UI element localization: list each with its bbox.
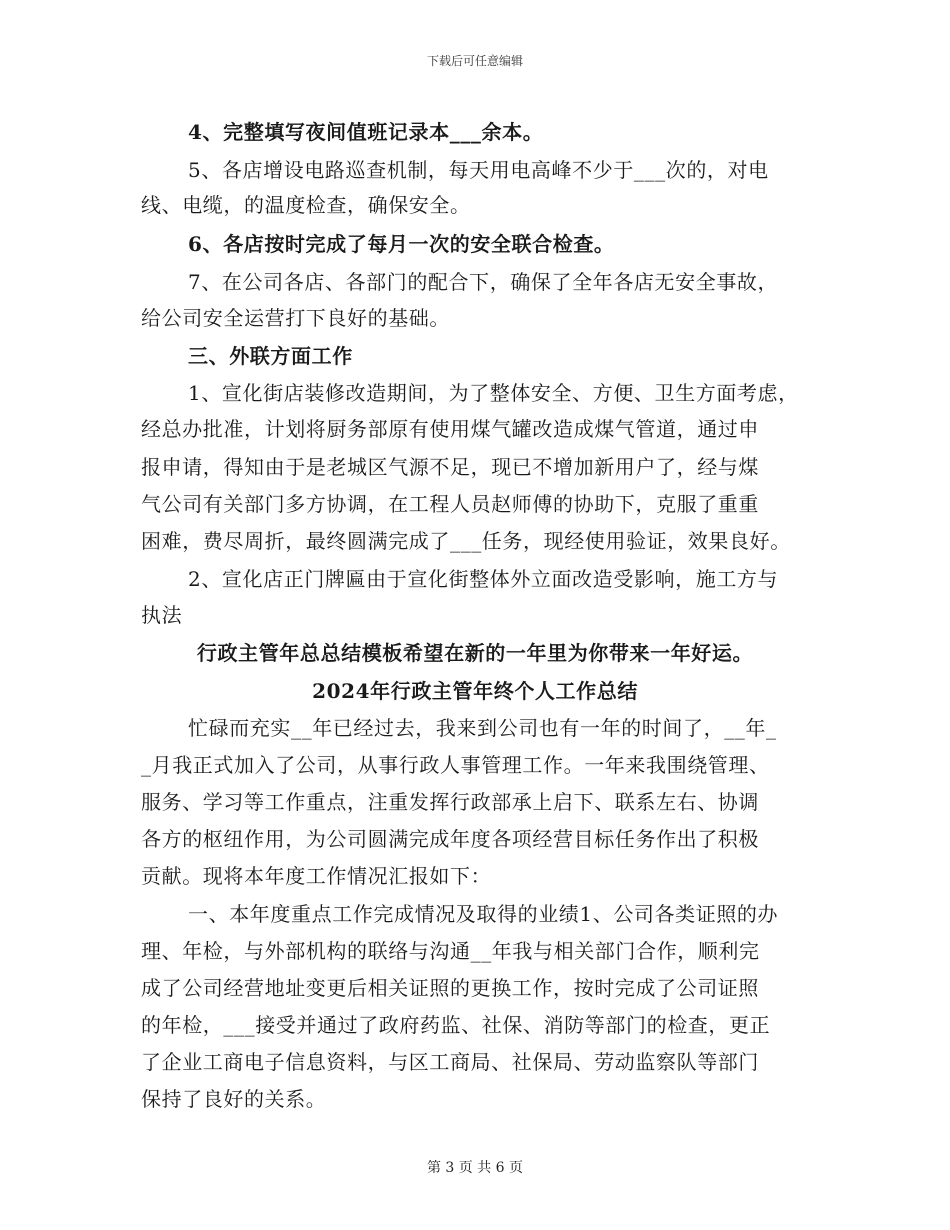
text-line: 困难，费尽周折，最终圆满完成了___任务，现经使用验证，效果良好。 xyxy=(141,529,791,553)
text-line: 6、各店按时完成了每月一次的安全联合检查。 xyxy=(188,232,615,256)
text-line: 1、宣化街店装修改造期间，为了整体安全、方便、卫生方面考虑， xyxy=(188,381,799,405)
text-line: 4、完整填写夜间值班记录本___余本。 xyxy=(188,120,544,144)
text-line: 5、各店增设电路巡查机制，每天用电高峰不少于___次的，对电 xyxy=(188,158,769,182)
text-line: 成了公司经营地址变更后相关证照的更换工作，按时完成了公司证照 xyxy=(141,976,759,1000)
page-header: 下载后可任意编辑 xyxy=(426,54,523,68)
text-line: 经总办批准，计划将厨务部原有使用煤气罐改造成煤气管道，通过申 xyxy=(141,417,759,441)
text-line: 保持了良好的关系。 xyxy=(141,1087,327,1111)
text-line: 执法 xyxy=(141,603,183,627)
text-line: 给公司安全运营打下良好的基础。 xyxy=(141,306,450,330)
section-heading: 三、外联方面工作 xyxy=(188,344,353,368)
text-line: 线、电缆，的温度检查，确保安全。 xyxy=(141,193,471,217)
text-line: 7、在公司各店、各部门的配合下，确保了全年各店无安全事故， xyxy=(188,270,779,294)
text-line: 一、本年度重点工作完成情况及取得的业绩1、公司各类证照的办 xyxy=(188,902,779,926)
text-line: 的年检，___接受并通过了政府药监、社保、消防等部门的检查，更正 xyxy=(141,1013,771,1037)
document-title: 2024年行政主管年终个人工作总结 xyxy=(312,679,638,703)
text-line: 服务、学习等工作重点，注重发挥行政部承上启下、联系左右、协调 xyxy=(141,790,759,814)
text-line: _月我正式加入了公司，从事行政人事管理工作。一年来我围绕管理、 xyxy=(141,753,770,777)
text-line: 各方的枢纽作用，为公司圆满完成年度各项经营目标任务作出了积极 xyxy=(141,827,759,851)
text-line: 2、宣化店正门牌匾由于宣化街整体外立面改造受影响，施工方与 xyxy=(188,567,779,591)
text-line: 了企业工商电子信息资料，与区工商局、社保局、劳动监察队等部门 xyxy=(141,1050,759,1074)
text-line: 气公司有关部门多方协调，在工程人员赵师傅的协助下，克服了重重 xyxy=(141,492,759,516)
text-line: 报申请，得知由于是老城区气源不足，现已不增加新用户了，经与煤 xyxy=(141,455,759,479)
text-line: 忙碌而充实__年已经过去，我来到公司也有一年的时间了，__年_ xyxy=(188,716,777,740)
page-footer: 第 3 页 共 6 页 xyxy=(426,1160,524,1176)
text-line: 理、年检，与外部机构的联络与沟通__年我与相关部门合作，顺利完 xyxy=(141,939,760,963)
text-line: 贡献。现将本年度工作情况汇报如下： xyxy=(141,864,492,888)
template-slogan: 行政主管年总总结模板希望在新的一年里为你带来一年好运。 xyxy=(196,641,754,665)
